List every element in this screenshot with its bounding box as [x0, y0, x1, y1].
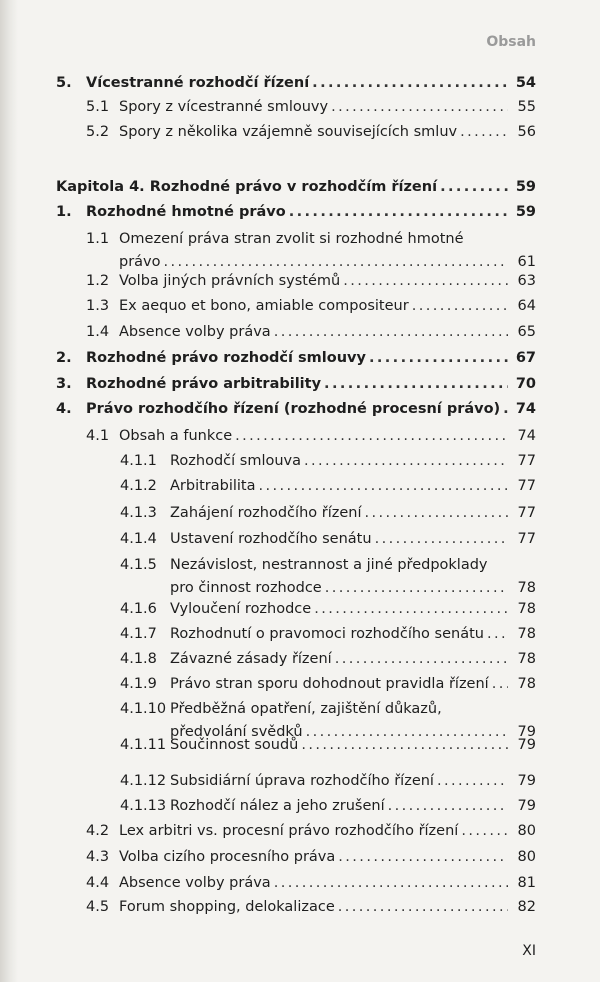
toc-entry-number: 5.: [56, 75, 72, 91]
toc-entry-number: 4.1.9: [120, 676, 157, 692]
toc-entry: [56, 623, 536, 646]
dot-leader: [274, 872, 508, 895]
toc-entry-title: Arbitrabilita: [170, 478, 256, 494]
running-head: Obsah: [486, 34, 536, 50]
toc-entry: [56, 770, 536, 793]
toc-entry-number: 1.: [56, 204, 72, 220]
toc-entry-body: [119, 820, 536, 843]
page-number: XI: [522, 943, 536, 959]
toc-entry-line: [119, 295, 536, 318]
toc-entry-line: [86, 201, 536, 224]
toc-entry-page: 77: [517, 505, 536, 521]
toc-entry-body: [119, 121, 536, 144]
dot-leader: [388, 795, 508, 818]
dot-leader: [364, 502, 508, 525]
toc-entry-line: [170, 598, 536, 621]
toc-entry-line: [86, 373, 536, 396]
toc-entry-page: 78: [517, 626, 536, 642]
toc-entry-line: [170, 528, 536, 551]
toc-entry: [56, 734, 536, 757]
toc-entry-title: Rozhodné hmotné právo: [86, 204, 286, 220]
toc-entry-line: [86, 347, 536, 370]
toc-entry-page: 59: [515, 179, 536, 195]
toc-entry-line: [56, 176, 536, 199]
toc-entry-title: Rozhodné právo arbitrability: [86, 376, 322, 392]
toc-entry-title: Právo stran sporu dohodnout pravidla řízení: [170, 676, 489, 692]
dot-leader: [503, 398, 508, 421]
toc-entry-title: Spory z několika vzájemně souvisejících smluv: [119, 124, 458, 140]
toc-entry-body: [119, 321, 536, 344]
dot-leader: [331, 96, 508, 119]
dot-leader: [235, 425, 508, 448]
dot-leader: [338, 846, 508, 869]
toc-entry-page: 70: [515, 376, 536, 392]
toc-entry-number: 1.1: [86, 231, 110, 247]
toc-entry-page: 79: [517, 737, 536, 753]
toc-entry-number: 4.: [56, 401, 72, 417]
toc-entry-page: 79: [517, 773, 536, 789]
toc-entry-number: 3.: [56, 376, 72, 392]
toc-entry: [56, 72, 536, 95]
dot-leader: [412, 295, 508, 318]
dot-leader: [289, 201, 508, 224]
toc-entry-line: [170, 795, 536, 818]
toc-entry-line: [170, 577, 536, 600]
toc-entry-number: 4.1.5: [120, 557, 157, 573]
toc-entry-title: Lex arbitri vs. procesní právo rozhodčího řízení: [119, 823, 459, 839]
toc-entry-body: [170, 450, 536, 473]
toc-entry: [56, 270, 536, 293]
toc-entry: [56, 398, 536, 421]
toc-entry-title: Rozhodčí smlouva: [170, 453, 302, 469]
toc-entry: [56, 373, 536, 396]
toc-entry-page: 79: [517, 798, 536, 814]
toc-entry-title: Absence volby práva: [119, 875, 271, 891]
toc-entry: [56, 528, 536, 551]
toc-entry-body: [119, 295, 536, 318]
toc-entry-page: 78: [517, 601, 536, 617]
toc-entry-line: [170, 648, 536, 671]
toc-entry-page: 77: [517, 453, 536, 469]
toc-entry-page: 61: [517, 254, 536, 270]
toc-entry-number: 4.1.2: [120, 478, 157, 494]
toc-entry-page: 78: [517, 676, 536, 692]
toc-entry: [56, 673, 536, 696]
toc-entry-line: [170, 673, 536, 696]
toc-entry-title: Ustavení rozhodčího senátu: [170, 531, 372, 547]
toc-entry-title: Volba jiných právních systémů: [119, 273, 341, 289]
toc-entry: [56, 176, 536, 199]
toc-entry-body: [119, 896, 536, 919]
toc-entry: [56, 347, 536, 370]
toc-entry-page: 79: [517, 724, 536, 740]
dot-leader: [440, 176, 508, 199]
toc-entry-line: [119, 846, 536, 869]
toc-entry-line: [170, 502, 536, 525]
toc-entry-body: [170, 795, 536, 818]
toc-entry: [56, 846, 536, 869]
toc-entry: [56, 121, 536, 144]
toc-entry: [56, 554, 536, 600]
toc-entry-title: Právo rozhodčího řízení (rozhodné procesní právo): [86, 401, 501, 417]
toc-entry-line: [170, 450, 536, 473]
toc-entry-line: [119, 425, 536, 448]
toc-entry-page: 67: [515, 350, 536, 366]
toc-entry-title: Součinnost soudů: [170, 737, 299, 753]
toc-entry-page: 64: [517, 298, 536, 314]
toc-entry-number: 4.1.6: [120, 601, 157, 617]
toc-entry: [56, 295, 536, 318]
toc-entry-title: Forum shopping, delokalizace: [119, 899, 335, 915]
toc-entry-title: Rozhodnutí o pravomoci rozhodčího senátu: [170, 626, 484, 642]
toc-entry-line: [119, 321, 536, 344]
toc-entry-number: 4.5: [86, 899, 110, 915]
toc-entry-title: Subsidiární úprava rozhodčího řízení: [170, 773, 434, 789]
toc-entry-line: [170, 734, 536, 757]
dot-leader: [487, 623, 508, 646]
toc-entry-line: [86, 398, 536, 421]
toc-entry: [56, 648, 536, 671]
toc-entry-page: 77: [517, 478, 536, 494]
toc-entry-number: 4.1.8: [120, 651, 157, 667]
toc-entry-title: právo: [119, 254, 161, 270]
toc-entry-page: 74: [515, 401, 536, 417]
dot-leader: [314, 598, 508, 621]
toc-entry-number: 2.: [56, 350, 72, 366]
toc-entry-line: [170, 770, 536, 793]
toc-entry-body: [86, 347, 536, 370]
toc-entry-title: Vícestranné rozhodčí řízení: [86, 75, 310, 91]
toc-entry-title: Ex aequo et bono, amiable compositeur: [119, 298, 409, 314]
toc-entry-title: Předběžná opatření, zajištění důkazů,: [170, 701, 442, 717]
dot-leader: [324, 373, 508, 396]
toc-entry-line: [170, 623, 536, 646]
toc-entry: [56, 475, 536, 498]
toc-entry-number: 4.1.7: [120, 626, 157, 642]
dot-leader: [343, 270, 508, 293]
toc-entry-page: 82: [517, 899, 536, 915]
toc-entry-line: [170, 698, 536, 721]
dot-leader: [274, 321, 508, 344]
book-gutter-shadow: [0, 0, 18, 982]
toc-entry-title: Obsah a funkce: [119, 428, 233, 444]
toc-entry-line: [86, 72, 536, 95]
toc-entry-title: Zahájení rozhodčího řízení: [170, 505, 362, 521]
toc-entry-title: Volba cizího procesního práva: [119, 849, 336, 865]
toc-entry-page: 54: [515, 75, 536, 91]
toc-entry-page: 59: [515, 204, 536, 220]
toc-entry-number: 4.1.13: [120, 798, 167, 814]
toc-entry-title: pro činnost rozhodce: [170, 580, 322, 596]
toc-entry-body: [170, 528, 536, 551]
toc-entry-page: 65: [517, 324, 536, 340]
toc-entry: [56, 425, 536, 448]
toc-entry-body: [170, 475, 536, 498]
toc-entry-page: 56: [517, 124, 536, 140]
toc-entry-number: 4.3: [86, 849, 110, 865]
toc-entry-title: Omezení práva stran zvolit si rozhodné hmotné: [119, 231, 464, 247]
toc-entry-body: [170, 648, 536, 671]
toc-entry-page: 77: [517, 531, 536, 547]
toc-entry-number: 4.1.11: [120, 737, 167, 753]
toc-entry-line: [170, 554, 536, 577]
toc-entry-body: [56, 176, 536, 199]
toc-entry-line: [119, 896, 536, 919]
toc-entry-title: Absence volby práva: [119, 324, 271, 340]
toc-entry-body: [170, 673, 536, 696]
toc-entry-page: 55: [517, 99, 536, 115]
toc-entry: [56, 795, 536, 818]
toc-entry-body: [86, 72, 536, 95]
toc-entry-body: [119, 270, 536, 293]
toc-entry-page: 74: [517, 428, 536, 444]
toc-entry-title: Rozhodné právo rozhodčí smlouvy: [86, 350, 366, 366]
toc-entry-title: Spory z vícestranné smlouvy: [119, 99, 329, 115]
toc-entry: [56, 502, 536, 525]
toc-entry-page: 78: [517, 651, 536, 667]
toc-entry-line: [119, 121, 536, 144]
toc-entry-number: 1.3: [86, 298, 110, 314]
toc-entry-title: Závazné zásady řízení: [170, 651, 332, 667]
toc-entry: [56, 321, 536, 344]
dot-leader: [375, 528, 508, 551]
toc-entry: [56, 820, 536, 843]
toc-entry-line: [119, 96, 536, 119]
toc-entry-body: [170, 502, 536, 525]
dot-leader: [369, 347, 508, 370]
toc-entry-body: [170, 598, 536, 621]
toc-entry-number: 4.2: [86, 823, 110, 839]
toc-entry-body: [86, 398, 536, 421]
toc-entry: [56, 96, 536, 119]
toc-entry: [56, 598, 536, 621]
toc-entry-number: 4.1.3: [120, 505, 157, 521]
toc-entry-body: [170, 623, 536, 646]
dot-leader: [492, 673, 508, 696]
toc-entry-number: 1.2: [86, 273, 110, 289]
toc-entry-number: 1.4: [86, 324, 110, 340]
toc-entry-body: [170, 554, 536, 600]
dot-leader: [304, 450, 508, 473]
toc-entry-number: 4.1.10: [120, 701, 167, 717]
toc-entry: [56, 201, 536, 224]
toc-entry-line: [119, 228, 536, 251]
toc-entry-title: Vyloučení rozhodce: [170, 601, 312, 617]
dot-leader: [338, 896, 508, 919]
toc-entry-body: [119, 846, 536, 869]
toc-entry-body: [170, 770, 536, 793]
toc-entry-number: 4.1.4: [120, 531, 157, 547]
toc-entry-page: 80: [517, 849, 536, 865]
toc-entry-number: 4.1.12: [120, 773, 167, 789]
toc-entry-page: 78: [517, 580, 536, 596]
toc-entry-body: [86, 201, 536, 224]
toc-entry-page: 80: [517, 823, 536, 839]
dot-leader: [437, 770, 508, 793]
dot-leader: [325, 577, 508, 600]
toc-entry-number: 5.1: [86, 99, 110, 115]
toc-entry-page: 63: [517, 273, 536, 289]
toc-entry-body: [119, 228, 536, 274]
toc-entry-line: [119, 820, 536, 843]
toc-entry: [56, 896, 536, 919]
toc-entry-line: [119, 270, 536, 293]
toc-entry-title: Rozhodčí nález a jeho zrušení: [170, 798, 385, 814]
toc-entry: [56, 228, 536, 274]
toc-entry-line: [170, 475, 536, 498]
toc-entry-body: [119, 872, 536, 895]
toc-entry: [56, 872, 536, 895]
dot-leader: [301, 734, 508, 757]
toc-entry-line: [119, 872, 536, 895]
dot-leader: [461, 820, 508, 843]
toc-entry-number: 5.2: [86, 124, 110, 140]
toc-entry-body: [119, 96, 536, 119]
toc-entry-number: 4.1.1: [120, 453, 157, 469]
toc-entry-number: 4.1: [86, 428, 110, 444]
toc-entry: [56, 450, 536, 473]
dot-leader: [312, 72, 508, 95]
dot-leader: [259, 475, 508, 498]
toc-entry-title: Nezávislost, nestrannost a jiné předpoklady: [170, 557, 488, 573]
dot-leader: [335, 648, 508, 671]
toc-entry-title: předvolání svědků: [170, 724, 303, 740]
toc-entry-page: 81: [517, 875, 536, 891]
dot-leader: [460, 121, 508, 144]
toc-entry-body: [119, 425, 536, 448]
toc-entry-title: Kapitola 4. Rozhodné právo v rozhodčím řízení: [56, 179, 438, 195]
toc-entry-body: [170, 734, 536, 757]
toc-entry-body: [86, 373, 536, 396]
toc-entry-number: 4.4: [86, 875, 110, 891]
